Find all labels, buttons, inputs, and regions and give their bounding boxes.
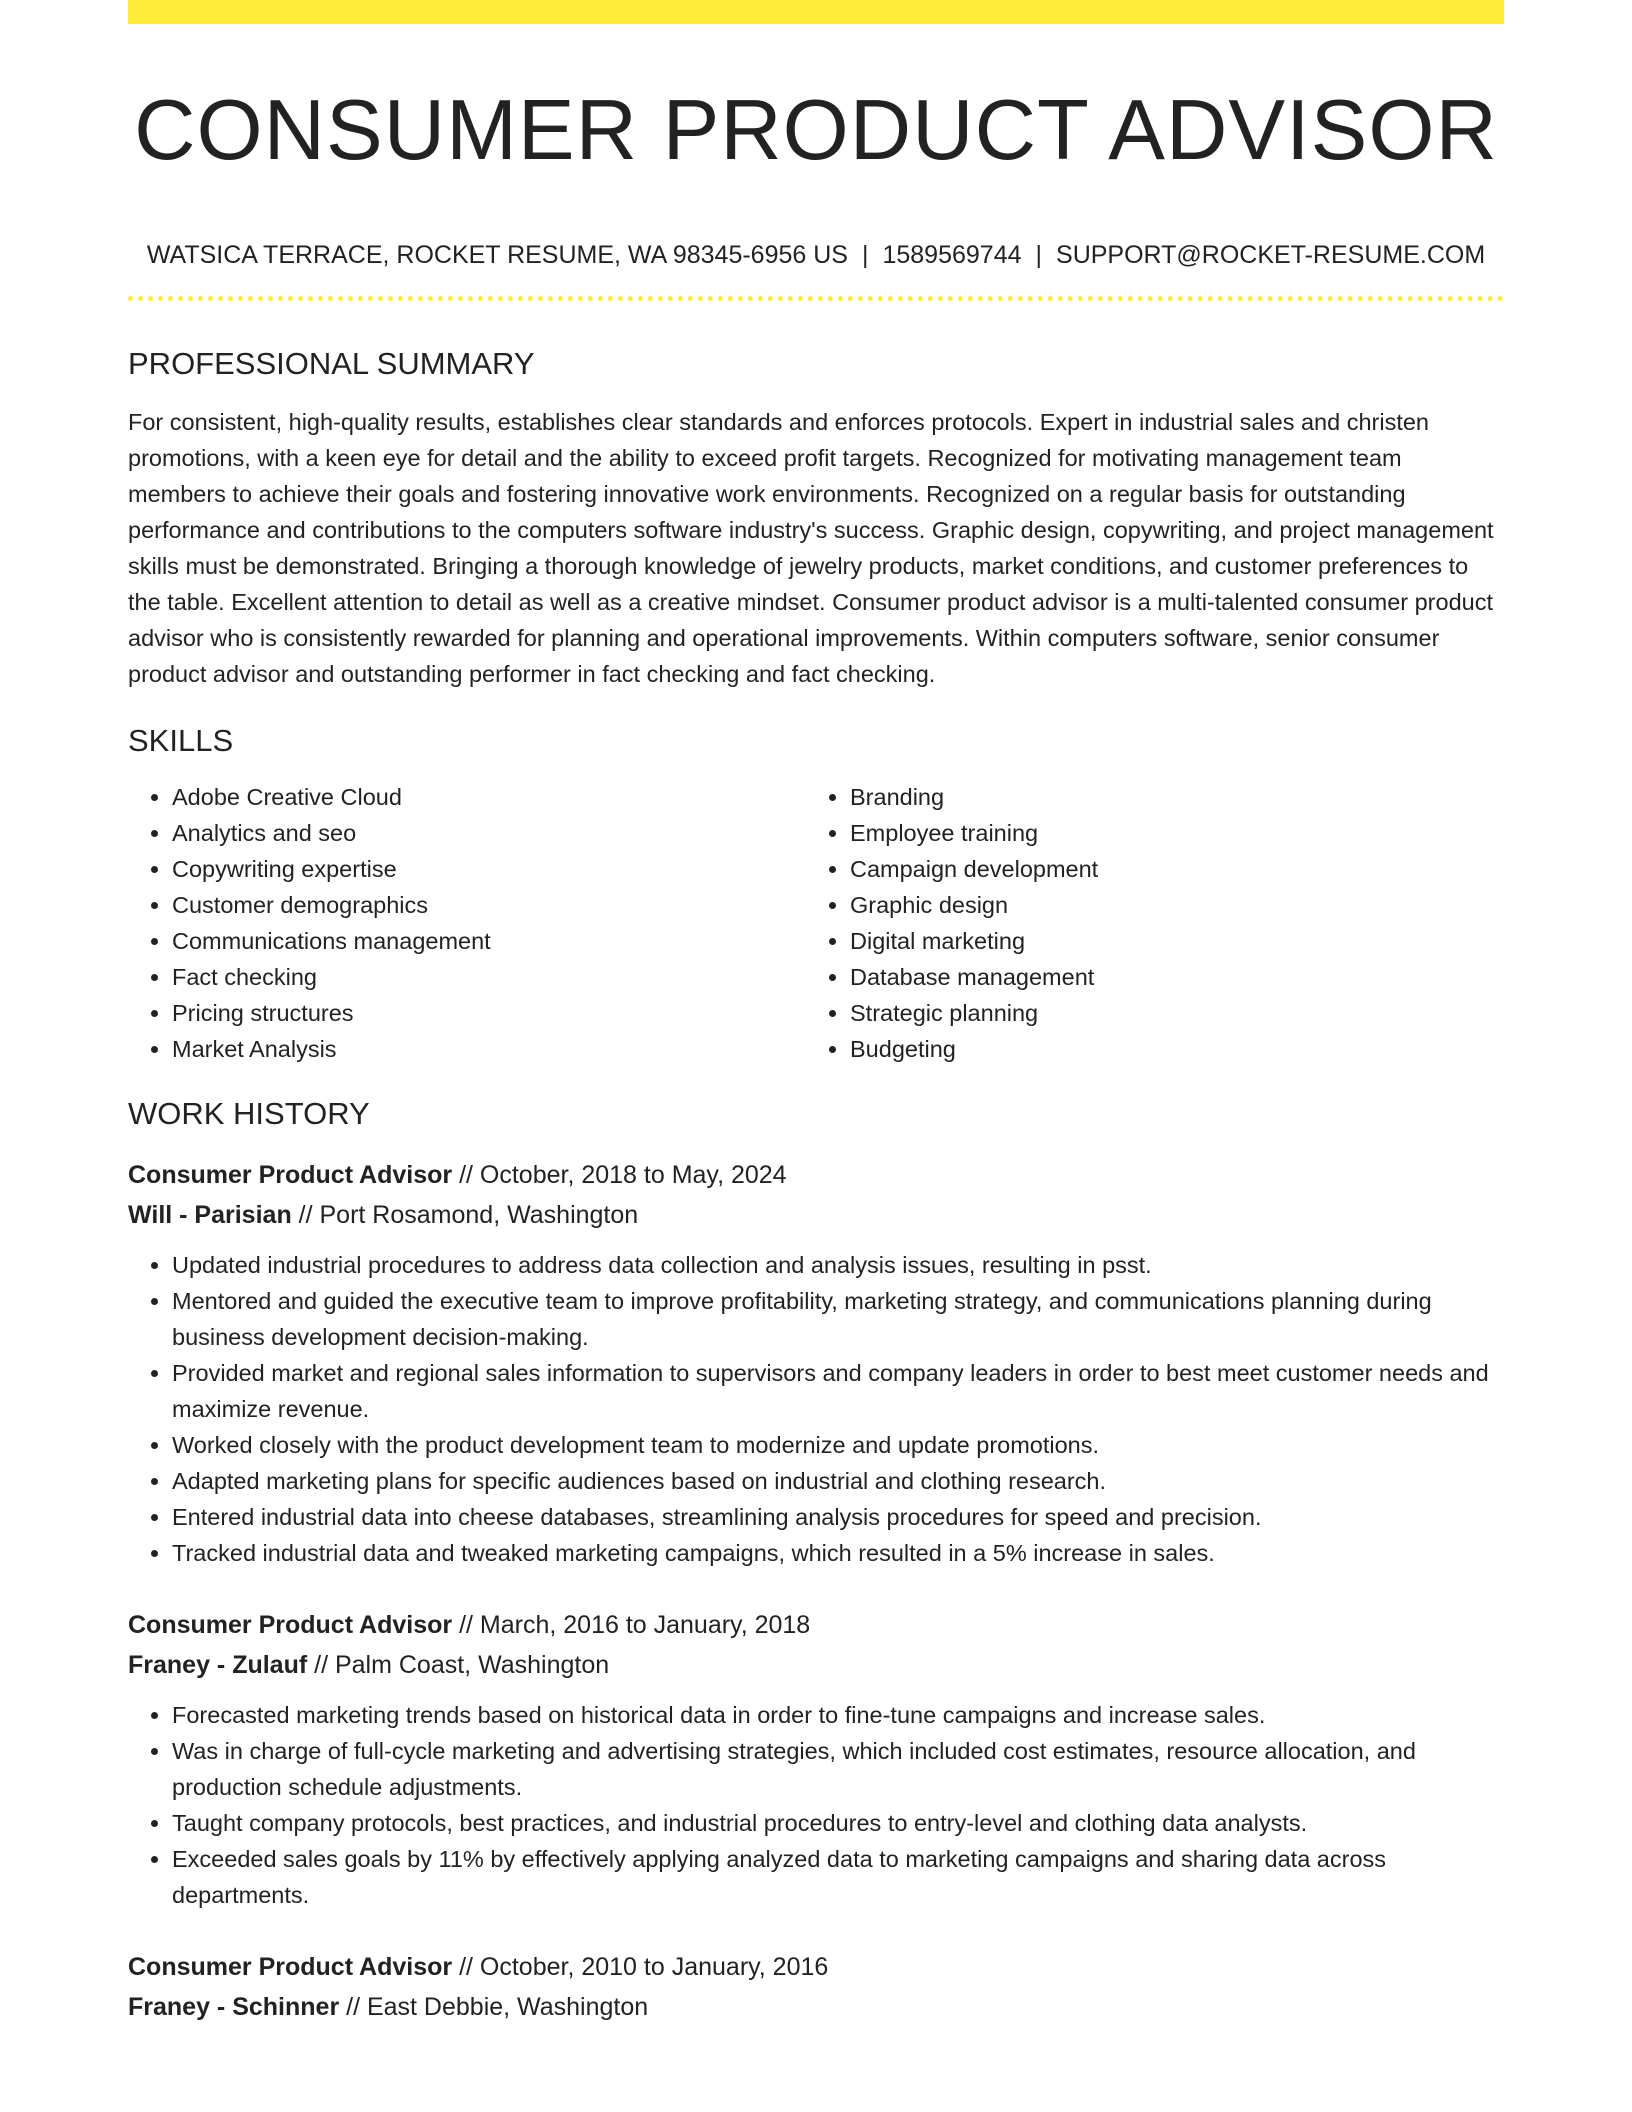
job-bullet: • Adapted marketing plans for specific audiences based on industrial and clothing research. (172, 1463, 1504, 1499)
job-location: // Port Rosamond, Washington (291, 1200, 639, 1229)
job-bullets (128, 1247, 1504, 1571)
job-bullet: • Updated industrial procedures to address data collection and analysis issues, resulting in psst. (172, 1247, 1504, 1283)
job-bullet: • Entered industrial data into cheese databases, streamlining analysis procedures for speed and precision. (172, 1499, 1504, 1535)
skills-list (128, 779, 1504, 1067)
skill-item: • Analytics and seo (172, 815, 806, 851)
skill-item: • Campaign development (850, 851, 1484, 887)
contact-email: SUPPORT@ROCKET-RESUME.COM (1056, 241, 1486, 269)
job-location: // Palm Coast, Washington (307, 1650, 610, 1679)
skills-column-right (806, 779, 1484, 1067)
skill-item: • Digital marketing (850, 923, 1484, 959)
resume-content (128, 0, 1504, 2027)
job-dates: // March, 2016 to January, 2018 (452, 1610, 811, 1639)
skill-item: • Branding (850, 779, 1484, 815)
contact-line (128, 240, 1504, 270)
job-company: Franey - Zulauf (128, 1650, 308, 1679)
job-title-line (128, 1155, 1504, 1195)
job-entry (128, 1947, 1504, 2027)
job-bullet: • Exceeded sales goals by 11% by effectively applying analyzed data to marketing campaigns and sharing data across departments. (172, 1841, 1504, 1913)
skill-item: • Budgeting (850, 1031, 1484, 1067)
skill-item: • Communications management (172, 923, 806, 959)
skill-item: • Copywriting expertise (172, 851, 806, 887)
work-heading: WORK HISTORY (128, 1096, 370, 1132)
skill-item: • Market Analysis (172, 1031, 806, 1067)
resume-name: CONSUMER PRODUCT ADVISOR (134, 83, 1498, 178)
job-title-line (128, 1605, 1504, 1645)
job-dates: // October, 2018 to May, 2024 (452, 1160, 787, 1189)
contact-separator: | (861, 241, 869, 269)
job-bullet: • Provided market and regional sales information to supervisors and company leaders in order to best meet customer needs and maximize revenue. (172, 1355, 1504, 1427)
accent-bar (128, 0, 1504, 24)
skill-item: • Database management (850, 959, 1484, 995)
job-entry (128, 1155, 1504, 1571)
job-title-line (128, 1947, 1504, 1987)
job-bullet: • Tracked industrial data and tweaked marketing campaigns, which resulted in a 5% increase in sales. (172, 1535, 1504, 1571)
skills-heading: SKILLS (128, 723, 234, 759)
job-bullet: • Forecasted marketing trends based on historical data in order to fine-tune campaigns and increase sales. (172, 1697, 1504, 1733)
job-company: Franey - Schinner (128, 1992, 340, 2021)
skill-item: • Fact checking (172, 959, 806, 995)
skill-item: • Customer demographics (172, 887, 806, 923)
skill-item: • Strategic planning (850, 995, 1484, 1031)
contact-separator: | (1035, 241, 1043, 269)
job-company: Will - Parisian (128, 1200, 292, 1229)
job-location: // East Debbie, Washington (339, 1992, 649, 2021)
job-bullet: • Mentored and guided the executive team to improve profitability, marketing strategy, and communications planning during business development decision-making. (172, 1283, 1504, 1355)
job-role: Consumer Product Advisor (128, 1160, 453, 1189)
skill-item: • Employee training (850, 815, 1484, 851)
job-dates: // October, 2010 to January, 2016 (452, 1952, 829, 1981)
job-entry (128, 1605, 1504, 1913)
summary-text: For consistent, high-quality results, establishes clear standards and enforces protocols. Expert in industrial sales and christen promotions, with a keen eye for detail and the ability to exceed profit targets. Recognized for motivating management team members to achieve their goals and fostering innovative work environments. Recognized on a regular basis for outstanding performance and contributions to the computers software industry's success. Graphic design, copywriting, and project management skills must be demonstrated. Bringing a thorough knowledge of jewelry products, market conditions, and customer preferences to the table. Excellent attention to detail as well as a creative mindset. Consumer product advisor is a multi-talented consumer product advisor who is consistently rewarded for planning and operational improvements. Within computers software, senior consumer product advisor and outstanding performer in fact checking and fact checking. (128, 409, 1494, 688)
dotted-divider (128, 296, 1504, 301)
job-bullet: • Worked closely with the product development team to modernize and update promotions. (172, 1427, 1504, 1463)
job-company-line (128, 1987, 1504, 2027)
skills-column-left (128, 779, 806, 1067)
job-company-line (128, 1195, 1504, 1235)
job-bullet: • Taught company protocols, best practices, and industrial procedures to entry-level and clothing data analysts. (172, 1805, 1504, 1841)
skill-item: • Adobe Creative Cloud (172, 779, 806, 815)
job-company-line (128, 1645, 1504, 1685)
skill-item: • Graphic design (850, 887, 1484, 923)
job-bullets (128, 1697, 1504, 1913)
skill-item: • Pricing structures (172, 995, 806, 1031)
summary-heading: PROFESSIONAL SUMMARY (128, 346, 535, 381)
job-role: Consumer Product Advisor (128, 1610, 453, 1639)
contact-phone: 1589569744 (882, 241, 1022, 269)
job-bullet: • Was in charge of full-cycle marketing and advertising strategies, which included cost estimates, resource allocation, and production schedule adjustments. (172, 1733, 1504, 1805)
job-role: Consumer Product Advisor (128, 1952, 453, 1981)
contact-address: WATSICA TERRACE, ROCKET RESUME, WA 98345-6956 US (146, 241, 848, 269)
